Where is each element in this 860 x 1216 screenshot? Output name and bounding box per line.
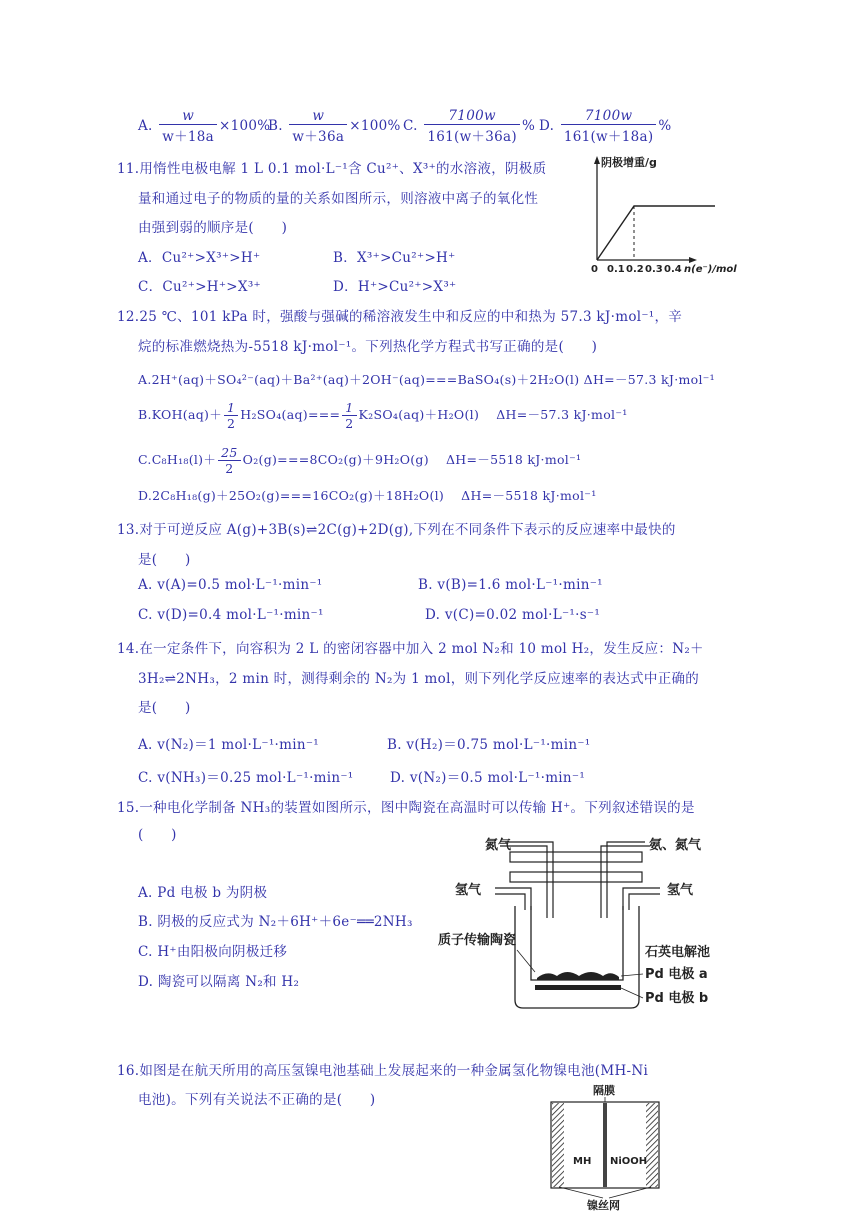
q12-option-c: C.C₈H₁₈(l)＋ $\frac{25}{2}$ O₂(g)===8CO₂(g)＋9H₂O(g) ΔH=－5518 kJ·mol⁻¹ (138, 445, 582, 476)
fraction: $\frac{7100w}{161(w+36a)}$ (424, 108, 520, 145)
q16-stem-line2: 电池)。下列有关说法不正确的是( ) (138, 1092, 376, 1108)
q11-stem-line3: 由强到弱的顺序是( ) (138, 220, 288, 236)
q15-option-c: C. H⁺由阳极向阴极迁移 (138, 944, 288, 960)
q14-option-b: B. v(H₂)＝0.75 mol·L⁻¹·min⁻¹ (387, 737, 591, 753)
q13-stem-line1: 13.对于可逆反应 A(g)+3B(s)⇌2C(g)+2D(g),下列在不同条件下表示的反应速率中最快的 (117, 522, 676, 538)
quartz-label: 石英电解池 (645, 945, 711, 960)
q13-option-a: A. v(A)=0.5 mol·L⁻¹·min⁻¹ (138, 577, 323, 593)
ceramic-label: 质子传输陶瓷 (438, 933, 517, 948)
q14-option-c: C. v(NH₃)＝0.25 mol·L⁻¹·min⁻¹ (138, 770, 354, 786)
electrode-b-label: Pd 电极 b (645, 991, 709, 1006)
q15-apparatus-diagram (435, 830, 725, 1020)
q10-options (138, 108, 270, 145)
fraction: $\frac{1}{2}$ (342, 400, 356, 431)
q13-option-c: C. v(D)=0.4 mol·L⁻¹·min⁻¹ (138, 607, 324, 623)
membrane-label: 隔膜 (593, 1084, 615, 1097)
q12-option-b: B.KOH(aq)＋ $\frac{1}{2}$ H₂SO₄(aq)=== $\frac{1}{2}$ K₂SO₄(aq)＋H₂O(l) ΔH=－57.3 kJ·mol⁻¹ (138, 400, 628, 431)
n2-inlet-label: 氮气 (485, 838, 512, 853)
pd-electrode-a (537, 972, 619, 980)
left-hatched-electrode (552, 1103, 564, 1187)
q14-stem-line3: 是( ) (138, 700, 191, 716)
tick-label: 0.4 (664, 264, 682, 275)
q12-option-d: D.2C₈H₁₈(g)＋25O₂(g)===16CO₂(g)＋18H₂O(l) ΔH=－5518 kJ·mol⁻¹ (138, 488, 597, 503)
separator (603, 1103, 607, 1187)
proton-ceramic (531, 906, 623, 980)
q11-stem-line1: 11.用惰性电极电解 1 L 0.1 mol·L⁻¹含 Cu²⁺、X³⁺的水溶液，阴极质 (117, 161, 547, 177)
q15-option-b: B. 阴极的反应式为 N₂＋6H⁺＋6e⁻══2NH₃ (138, 914, 413, 930)
q16-battery-diagram (545, 1082, 670, 1212)
q12-stem-line2: 烷的标准燃烧热为-5518 kJ·mol⁻¹。下列热化学方程式书写正确的是( ) (138, 339, 598, 355)
q12-stem-line1: 12.25 ℃、101 kPa 时，强酸与强碱的稀溶液发生中和反应的中和热为 57.3 kJ·mol⁻¹，辛 (117, 309, 683, 325)
q11-stem-line2: 量和通过电子的物质的量的关系如图所示，则溶液中离子的氧化性 (138, 191, 539, 207)
q14-option-a: A. v(N₂)＝1 mol·L⁻¹·min⁻¹ (138, 737, 319, 753)
x-axis-arrow-icon (689, 257, 697, 263)
mesh-leader-right (609, 1187, 651, 1198)
fraction: $\frac{1}{2}$ (224, 400, 238, 431)
graph-xlabel: n(e⁻)/mol (684, 264, 737, 275)
graph-ylabel: 阴极增重/g (601, 156, 657, 169)
q11-graph (585, 150, 745, 275)
h2-right-tube-inner (629, 894, 660, 910)
fraction: $\frac{7100w}{161(w+18a)}$ (561, 108, 657, 145)
tick-label: 0.3 (645, 264, 663, 275)
q13-option-b: B. v(B)=1.6 mol·L⁻¹·min⁻¹ (418, 577, 603, 593)
q14-stem-line2: 3H₂⇌2NH₃，2 min 时，测得剩余的 N₂为 1 mol，则下列化学反应速率的表达式中正确的 (138, 671, 700, 687)
electrode-a-label: Pd 电极 a (645, 967, 708, 982)
h2-left-tube-inner (495, 894, 525, 910)
y-axis-arrow-icon (594, 156, 600, 164)
mh-label: MH (573, 1156, 592, 1167)
q15-stem-line2: ( ) (138, 827, 177, 843)
q14-stem-line1: 14.在一定条件下，向容积为 2 L 的密闭容器中加入 2 mol N₂和 10 mol H₂，发生反应：N₂＋ (117, 641, 704, 657)
q10-option-b: B. $\frac{w}{w+36a}$ ×100% (268, 108, 401, 145)
mesh-leader-left (559, 1187, 603, 1198)
fraction: $\frac{w}{w+18a}$ (159, 108, 217, 145)
middle-plate (510, 872, 642, 882)
q10-option-d: D. $\frac{7100w}{161(w+18a)}$ % (539, 108, 672, 145)
fraction: $\frac{25}{2}$ (218, 445, 241, 476)
q11-option-d: D．H⁺>Cu²⁺>X³⁺ (333, 279, 457, 295)
q12-option-a: A.2H⁺(aq)＋SO₄²⁻(aq)＋Ba²⁺(aq)＋2OH⁻(aq)===BaSO₄(s)＋2H₂O(l) ΔH=－57.3 kJ·mol⁻¹ (138, 372, 715, 387)
q10-option-a: A. $\frac{w}{w+18a}$ ×100% (138, 108, 271, 145)
q11-option-a: A．Cu²⁺>X³⁺>H⁺ (138, 250, 261, 266)
quartz-cell (515, 906, 639, 1008)
mass-curve (597, 206, 715, 260)
electrode-a-leader (621, 974, 643, 976)
nh3-outlet-label: 氨、氮气 (649, 838, 702, 853)
right-hatched-electrode (646, 1103, 658, 1187)
q15-stem-line1: 15.一种电化学制备 NH₃的装置如图所示，图中陶瓷在高温时可以传输 H⁺。下列叙述错误的是 (117, 800, 695, 816)
tick-label: 0 (591, 264, 598, 275)
pd-electrode-b (535, 985, 621, 990)
q13-stem-line2: 是( ) (138, 552, 191, 568)
top-plate (510, 852, 642, 862)
q15-option-d: D. 陶瓷可以隔离 N₂和 H₂ (138, 974, 300, 990)
tick-label: 0.2 (626, 264, 644, 275)
q13-option-d: D. v(C)=0.02 mol·L⁻¹·s⁻¹ (425, 607, 601, 623)
q16-stem-line1: 16.如图是在航天所用的高压氢镍电池基础上发展起来的一种金属氢化物镍电池(MH-Ni (117, 1063, 649, 1079)
electrode-b-leader (621, 988, 643, 998)
h2-right-label: 氢气 (667, 883, 694, 898)
mesh-label: 镍丝网 (587, 1199, 620, 1212)
q11-option-c: C．Cu²⁺>H⁺>X³⁺ (138, 279, 261, 295)
tick-label: 0.1 (607, 264, 625, 275)
niooh-label: NiOOH (610, 1156, 648, 1167)
q14-option-d: D. v(N₂)＝0.5 mol·L⁻¹·min⁻¹ (390, 770, 586, 786)
h2-left-label: 氢气 (455, 883, 482, 898)
ceramic-leader (517, 950, 535, 972)
fraction: $\frac{w}{w+36a}$ (289, 108, 347, 145)
q10-option-c: C. $\frac{7100w}{161(w+36a)}$ % (403, 108, 536, 145)
q15-option-a: A. Pd 电极 b 为阴极 (138, 885, 268, 901)
q11-option-b: B．X³⁺>Cu²⁺>H⁺ (333, 250, 456, 266)
